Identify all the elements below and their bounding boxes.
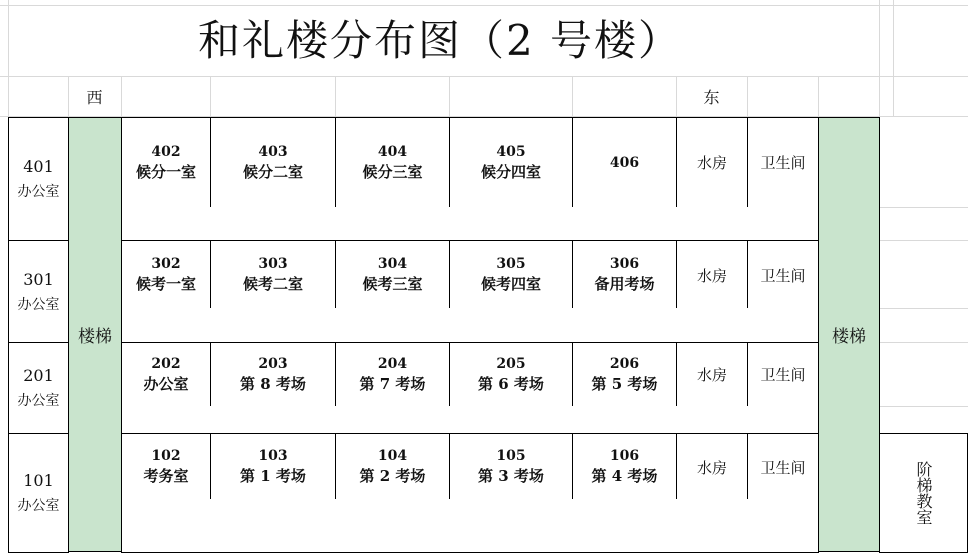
stairs-west: 楼梯 (68, 117, 122, 552)
room-name: 第 5 考场 (591, 374, 658, 393)
gridline (879, 207, 968, 208)
gridline (818, 76, 819, 116)
office-201 (8, 342, 69, 434)
room-106 (572, 433, 677, 500)
stairs-east: 楼梯 (818, 117, 880, 552)
room-105 (449, 433, 573, 500)
room-name: 办公室 (17, 296, 60, 313)
room-number: 205 (496, 355, 526, 372)
room-number: 301 (23, 269, 54, 289)
room-number: 106 (609, 447, 640, 464)
room-304 (335, 240, 450, 309)
room-name: 办公室 (17, 498, 60, 514)
room-number: 203 (258, 355, 288, 372)
room-number: 202 (151, 355, 181, 372)
room-number: 304 (377, 255, 408, 272)
gridline (879, 342, 968, 343)
room-203 (210, 342, 336, 407)
room-number: 201 (23, 366, 54, 385)
room-number: 103 (258, 447, 288, 464)
gridline (879, 308, 968, 309)
room-204 (335, 342, 450, 407)
room-205 (449, 342, 573, 407)
room-number: 405 (496, 143, 526, 160)
room-name: 备用考场 (594, 274, 655, 293)
office-101 (8, 433, 69, 553)
room-406 (572, 117, 677, 208)
room-name: 候考三室 (362, 274, 423, 293)
room-number: 105 (496, 447, 526, 464)
room-name: 办公室 (17, 184, 60, 200)
room-name: 候分四室 (480, 162, 541, 181)
toilet-4: 卫生间 (747, 117, 819, 208)
room-name: 办公室 (17, 393, 60, 409)
water-room-1: 水房 (676, 433, 748, 500)
room-206 (572, 342, 677, 407)
gridline (879, 240, 968, 241)
gridline (893, 0, 894, 116)
room-name: 第 4 考场 (591, 466, 658, 485)
room-number: 302 (151, 255, 181, 272)
room-name: 候考四室 (480, 274, 541, 293)
room-number: 305 (496, 255, 526, 272)
room-405 (449, 117, 573, 208)
room-number: 402 (151, 143, 181, 160)
room-name: 候考二室 (242, 274, 303, 293)
corridor-2 (121, 406, 819, 434)
corridor-4 (121, 207, 819, 241)
direction-west: 西 (86, 87, 103, 107)
room-402 (121, 117, 211, 208)
room-name: 候考一室 (135, 274, 196, 293)
room-name: 第 6 考场 (478, 374, 544, 393)
room-104 (335, 433, 450, 500)
room-name: 第 7 考场 (359, 374, 426, 393)
water-room-4: 水房 (676, 117, 748, 208)
room-number: 204 (377, 355, 408, 372)
room-name: 考务室 (143, 466, 189, 485)
gridline (210, 76, 211, 116)
room-number: 406 (609, 155, 640, 171)
gridline (747, 76, 748, 116)
room-name: 候分三室 (362, 162, 423, 181)
room-number: 403 (258, 143, 288, 160)
gridline (572, 76, 573, 116)
room-name: 第 1 考场 (240, 466, 306, 485)
room-number: 303 (258, 255, 288, 272)
room-number: 102 (151, 447, 181, 464)
office-401 (8, 117, 69, 241)
room-name: 第 3 考场 (478, 466, 544, 485)
room-number: 101 (23, 471, 54, 490)
water-room-3: 水房 (676, 240, 748, 309)
room-number: 206 (609, 355, 640, 372)
room-302 (121, 240, 211, 309)
water-room-2: 水房 (676, 342, 748, 407)
room-202 (121, 342, 211, 407)
room-name: 第 2 考场 (359, 466, 426, 485)
toilet-3: 卫生间 (747, 240, 819, 309)
room-403 (210, 117, 336, 208)
room-number: 401 (23, 157, 54, 176)
gridline (879, 406, 968, 407)
gridline (121, 76, 122, 116)
room-name: 第 8 考场 (240, 374, 306, 393)
room-303 (210, 240, 336, 309)
toilet-1: 卫生间 (747, 433, 819, 500)
gridline (335, 76, 336, 116)
room-name: 候分一室 (135, 162, 196, 181)
room-name: 办公室 (143, 374, 189, 393)
gridline (0, 76, 968, 77)
page-title: 和礼楼分布图（2 号楼） (197, 16, 683, 65)
room-103 (210, 433, 336, 500)
toilet-2: 卫生间 (747, 342, 819, 407)
lecture-room: 阶梯教室 (879, 433, 968, 553)
room-name: 候分二室 (242, 162, 303, 181)
room-number: 306 (609, 255, 640, 272)
room-404 (335, 117, 450, 208)
room-305 (449, 240, 573, 309)
room-number: 104 (377, 447, 408, 464)
corridor-1 (121, 499, 819, 553)
room-number: 404 (377, 143, 408, 160)
direction-east: 东 (703, 87, 720, 107)
room-102 (121, 433, 211, 500)
room-306 (572, 240, 677, 309)
corridor-3 (121, 308, 819, 343)
gridline (449, 76, 450, 116)
office-301 (8, 240, 69, 343)
